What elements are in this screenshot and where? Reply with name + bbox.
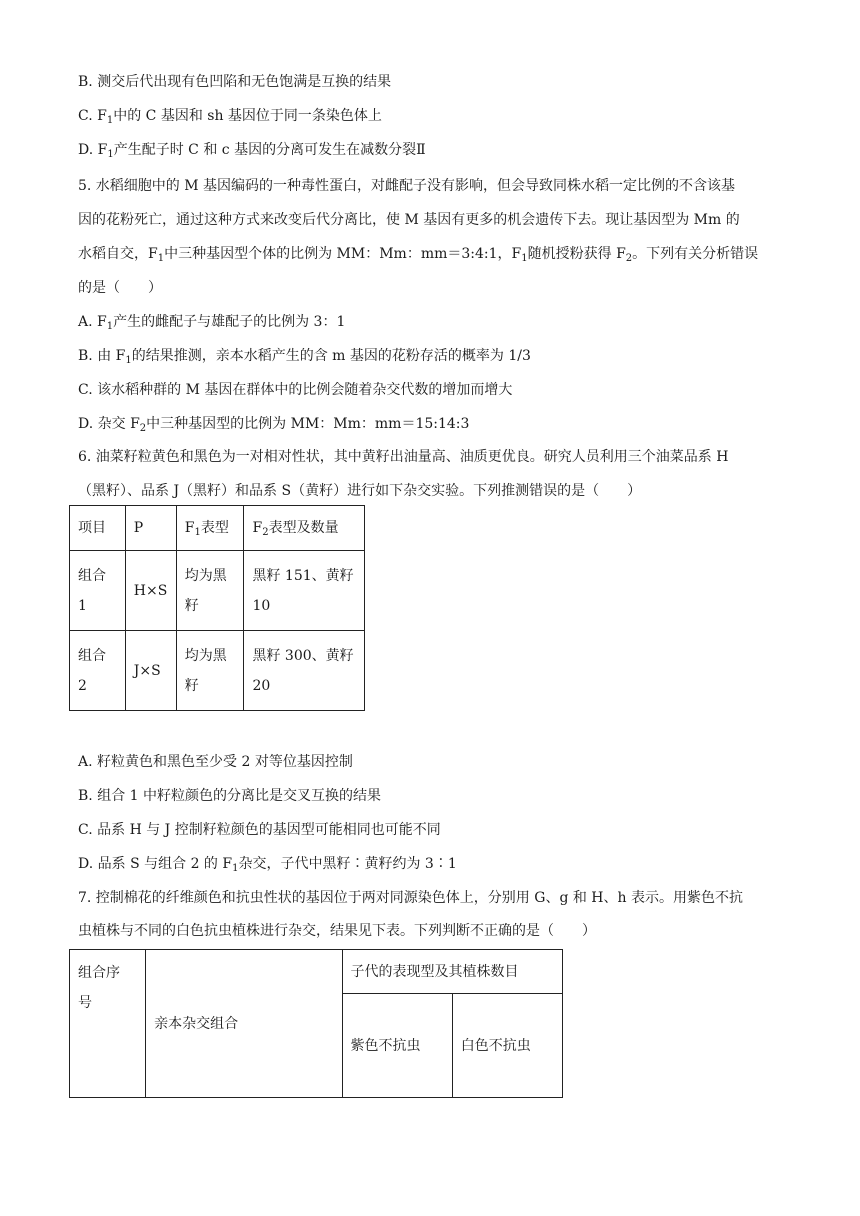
q5-option-c: C. 该水稻种群的 M 基因在群体中的比例会随着杂交代数的增加而增大 bbox=[78, 382, 513, 398]
table-cell: $F_2$表型及数量 bbox=[244, 506, 365, 551]
table-header-row bbox=[70, 506, 365, 551]
q7-table bbox=[69, 949, 563, 1098]
q5-option-b: B. 由 $F_1$的结果推测，亲本水稻产生的含 m 基因的花粉存活的概率为 1/3 bbox=[78, 348, 531, 366]
q6-option-b: B. 组合 1 中籽粒颜色的分离比是交叉互换的结果 bbox=[78, 788, 381, 804]
q6-option-d: D. 品系 S 与组合 2 的 $F_1$杂交，子代中黑籽∶黄籽约为 3∶1 bbox=[78, 856, 457, 874]
q6-option-c: C. 品系 H 与 J 控制籽粒颜色的基因型可能相同也可能不同 bbox=[78, 822, 441, 838]
table-cell: 亲本杂交组合 bbox=[146, 950, 342, 1098]
q4-option-d: D. $F_1$产生配子时 C 和 c 基因的分离可发生在减数分裂Ⅱ bbox=[78, 142, 426, 160]
table-cell: 组合 2 bbox=[70, 631, 126, 711]
table-cell: 黑籽 151、黄籽 10 bbox=[244, 551, 365, 631]
table-row bbox=[70, 631, 365, 711]
q6-table bbox=[69, 505, 365, 711]
q5-option-a: A. $F_1$产生的雌配子与雄配子的比例为 3：1 bbox=[78, 314, 346, 332]
q5-stem-line3: 水稻自交，$F_1$中三种基因型个体的比例为 MM：Mm：mm＝3:4:1，$F_1$随机授粉获得 $F_2$。下列有关分析错误 bbox=[78, 246, 759, 264]
q6-option-a: A. 籽粒黄色和黑色至少受 2 对等位基因控制 bbox=[78, 754, 353, 770]
q5-option-d: D. 杂交 $F_2$中三种基因型的比例为 MM：Mm：mm＝15:14:3 bbox=[78, 416, 470, 434]
table-cell: P bbox=[125, 506, 176, 551]
q5-stem-line1: 5. 水稻细胞中的 M 基因编码的一种毒性蛋白，对雌配子没有影响，但会导致同株水稻一定比例的不含该基 bbox=[78, 178, 736, 194]
table-row bbox=[70, 551, 365, 631]
table-cell: H×S bbox=[125, 551, 176, 631]
q6-stem-line2: （黑籽）、品系 J（黑籽）和品系 S（黄籽）进行如下杂交实验。下列推测错误的是（ ） bbox=[78, 483, 642, 499]
q7-stem-line2: 虫植株与不同的白色抗虫植株进行杂交，结果见下表。下列判断不正确的是（ ） bbox=[78, 923, 596, 939]
table-cell: 黑籽 300、黄籽 20 bbox=[244, 631, 365, 711]
q6-stem-line1: 6. 油菜籽粒黄色和黑色为一对相对性状，其中黄籽出油量高、油质更优良。研究人员利用三个油菜品系 H bbox=[78, 449, 729, 465]
table-cell: 组合 1 bbox=[70, 551, 126, 631]
q4-option-b: B. 测交后代出现有色凹陷和无色饱满是互换的结果 bbox=[78, 74, 392, 90]
table-cell: 均为黑 籽 bbox=[176, 631, 244, 711]
table-cell: 紫色不抗虫 bbox=[342, 994, 452, 1098]
table-cell: 均为黑 籽 bbox=[176, 551, 244, 631]
table-cell: $F_1$表型 bbox=[176, 506, 244, 551]
table-cell: 白色不抗虫 bbox=[452, 994, 562, 1098]
table-cell: 子代的表现型及其植株数目 bbox=[342, 950, 562, 994]
table-cell: J×S bbox=[125, 631, 176, 711]
table-cell: 项目 bbox=[70, 506, 126, 551]
q5-stem-line2: 因的花粉死亡，通过这种方式来改变后代分离比，使 M 基因有更多的机会遗传下去。现让基因型为 Mm 的 bbox=[78, 212, 740, 228]
table-header-row bbox=[70, 950, 563, 994]
table-cell: 组合序 号 bbox=[70, 950, 146, 1098]
q7-stem-line1: 7. 控制棉花的纤维颜色和抗虫性状的基因位于两对同源染色体上，分别用 G、g 和 H、h 表示。用紫色不抗 bbox=[78, 890, 743, 906]
q5-stem-line4: 的是（ ） bbox=[78, 280, 162, 296]
q4-option-c: C. $F_1$中的 C 基因和 sh 基因位于同一条染色体上 bbox=[78, 108, 382, 126]
